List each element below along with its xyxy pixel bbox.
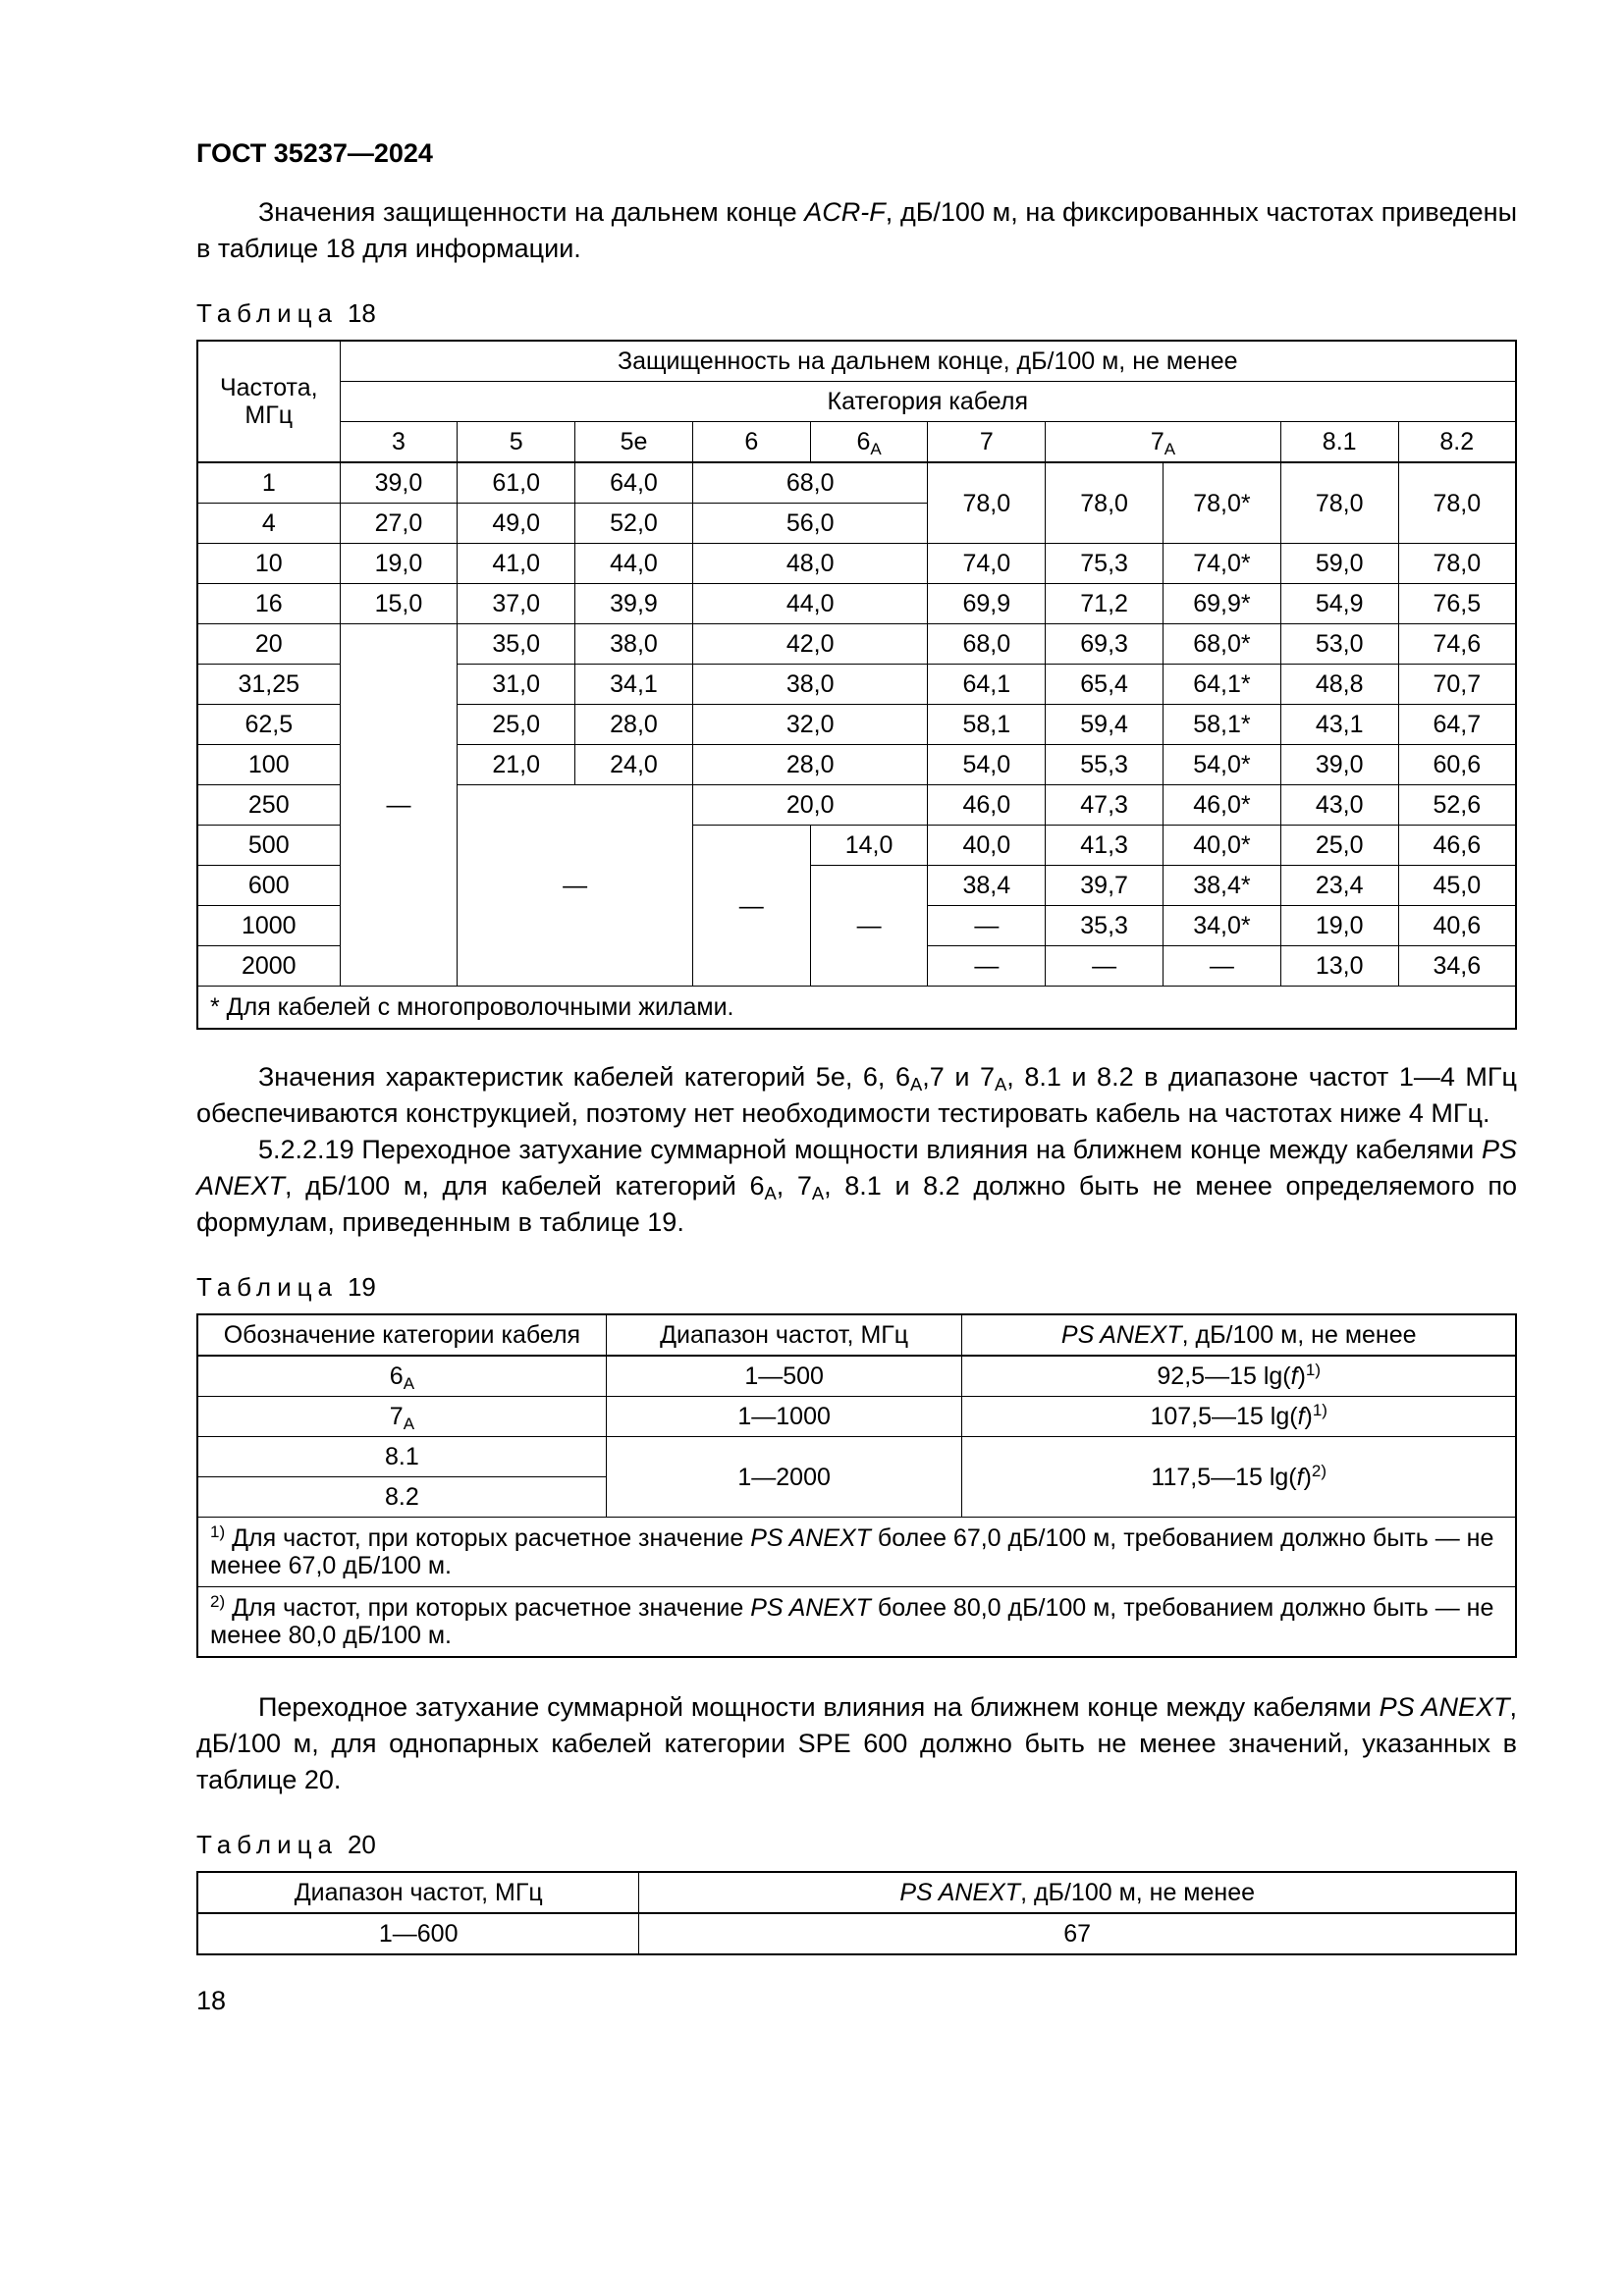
subscript-text: А [870, 440, 882, 458]
text-run: PS ANEXT [899, 1879, 1021, 1906]
table-cell: 49,0 [458, 504, 575, 544]
table-18-acr-f-values [196, 340, 1517, 1030]
table-cell [197, 1587, 1516, 1658]
subscript-text: А [403, 1415, 415, 1433]
table-cell: 14,0 [810, 826, 928, 866]
table-cell: 64,1* [1164, 665, 1281, 705]
text-run: более 67,0 дБ/100 м, требованием должно быть — не менее 67,0 дБ/100 м. [210, 1524, 1494, 1579]
table-cell: 71,2 [1046, 584, 1164, 624]
subscript-text: А [403, 1374, 415, 1393]
table-cell: 40,0* [1164, 826, 1281, 866]
table-20-caption [196, 1830, 1517, 1859]
table-cell: 5 [458, 422, 575, 463]
table-row [197, 1913, 1516, 1954]
text-run: PS ANEXT [1060, 1321, 1182, 1349]
table-cell: 62,5 [197, 705, 340, 745]
table-row [197, 584, 1516, 624]
text-run: Переходное затухание суммарной мощности влияния на ближнем конце между кабелями [258, 1692, 1380, 1722]
table-cell: 24,0 [575, 745, 693, 785]
superscript-text: 2) [1311, 1461, 1327, 1480]
table-cell: 68,0 [692, 462, 928, 504]
table-cell: — [1046, 946, 1164, 987]
table-cell: 1—1000 [606, 1397, 962, 1437]
table-cell: 53,0 [1280, 624, 1398, 665]
table-cell [197, 1356, 606, 1397]
table-row [197, 382, 1516, 422]
table-cell: 48,0 [692, 544, 928, 584]
table-cell: 8.2 [1398, 422, 1516, 463]
table-cell: 28,0 [575, 705, 693, 745]
table-row [197, 987, 1516, 1030]
table-cell: 15,0 [340, 584, 458, 624]
table-cell: 38,0 [575, 624, 693, 665]
table-caption-word: Таблица [196, 298, 338, 328]
table-18-caption [196, 298, 1517, 328]
table-cell: Диапазон частот, МГц [606, 1314, 962, 1356]
table-cell: 1 [197, 462, 340, 504]
text-run: 92,5—15 lg( [1157, 1362, 1291, 1390]
table-cell: 500 [197, 826, 340, 866]
table-cell: 70,7 [1398, 665, 1516, 705]
table-cell: 47,3 [1046, 785, 1164, 826]
table-cell: 42,0 [692, 624, 928, 665]
table-cell: 46,0 [928, 785, 1046, 826]
subscript-text: А [764, 1183, 777, 1203]
text-run: , дБ/100 м, на фиксированных частотах приведены в таблице 18 для информации. [196, 197, 1517, 263]
table-cell: 39,0 [340, 462, 458, 504]
table-cell: 52,0 [575, 504, 693, 544]
text-run: 6 [856, 428, 871, 455]
table-cell: 60,6 [1398, 745, 1516, 785]
table-caption-word: Таблица [196, 1272, 338, 1302]
subscript-text: А [995, 1074, 1007, 1095]
table-cell: 37,0 [458, 584, 575, 624]
table-cell: 68,0 [928, 624, 1046, 665]
table-cell: 38,0 [692, 665, 928, 705]
table-caption-number: 18 [347, 298, 376, 328]
table-cell: Частота, МГц [197, 341, 340, 462]
table-cell [639, 1872, 1516, 1913]
table-cell: 44,0 [692, 584, 928, 624]
paragraph-spe-600 [196, 1689, 1517, 1798]
table-cell: 58,1 [928, 705, 1046, 745]
table-cell [1046, 422, 1281, 463]
superscript-text: 1) [1305, 1361, 1322, 1379]
table-cell: 19,0 [340, 544, 458, 584]
table-row [197, 1518, 1516, 1587]
text-run: , дБ/100 м, для кабелей категорий 6 [285, 1171, 765, 1201]
table-cell: 28,0 [692, 745, 928, 785]
table-cell: 69,9 [928, 584, 1046, 624]
table-cell: 3 [340, 422, 458, 463]
table-cell: 1—600 [197, 1913, 639, 1954]
table-cell: 55,3 [1046, 745, 1164, 785]
table-cell [962, 1356, 1516, 1397]
table-cell: 25,0 [458, 705, 575, 745]
table-cell: 1—2000 [606, 1437, 962, 1518]
table-cell: 39,7 [1046, 866, 1164, 906]
table-cell: 39,9 [575, 584, 693, 624]
table-cell [962, 1437, 1516, 1518]
table-row [197, 422, 1516, 463]
table-cell: 46,6 [1398, 826, 1516, 866]
table-cell: 38,4* [1164, 866, 1281, 906]
table-cell: 40,0 [928, 826, 1046, 866]
table-row [197, 544, 1516, 584]
table-cell: 20,0 [692, 785, 928, 826]
table-cell: 64,7 [1398, 705, 1516, 745]
text-run: ) [1303, 1463, 1312, 1491]
table-cell: Защищенность на дальнем конце, дБ/100 м, не менее [340, 341, 1516, 382]
table-cell: 64,1 [928, 665, 1046, 705]
table-cell: 52,6 [1398, 785, 1516, 826]
table-cell: 74,0 [928, 544, 1046, 584]
text-run: более 80,0 дБ/100 м, требованием должно быть — не менее 80,0 дБ/100 м. [210, 1594, 1494, 1649]
table-row [197, 624, 1516, 665]
table-cell: 78,0* [1164, 462, 1281, 544]
table-cell: 1—500 [606, 1356, 962, 1397]
text-run: 7 [389, 1403, 404, 1430]
text-run: , дБ/100 м, не менее [1020, 1879, 1256, 1906]
table-cell: 69,9* [1164, 584, 1281, 624]
subscript-text: А [1164, 440, 1176, 458]
table-caption-number: 19 [347, 1272, 376, 1302]
table-cell: 13,0 [1280, 946, 1398, 987]
table-cell: * Для кабелей с многопроволочными жилами. [197, 987, 1516, 1030]
text-run: PS ANEXT [750, 1594, 871, 1622]
text-run: f [1297, 1403, 1305, 1430]
text-run: 5.2.2.19 Переходное затухание суммарной мощности влияния на ближнем конце между кабелями [258, 1135, 1482, 1164]
table-cell: 43,0 [1280, 785, 1398, 826]
table-cell: 54,0 [928, 745, 1046, 785]
table-20-spe600-ps-anext [196, 1871, 1517, 1955]
table-cell: 48,8 [1280, 665, 1398, 705]
table-cell: 250 [197, 785, 340, 826]
table-cell: 6 [692, 422, 810, 463]
text-run: 117,5—15 lg( [1151, 1463, 1297, 1491]
table-cell: 75,3 [1046, 544, 1164, 584]
table-cell: 38,4 [928, 866, 1046, 906]
text-run: PS ANEXT [196, 1135, 1517, 1201]
table-cell: 41,3 [1046, 826, 1164, 866]
text-run: , дБ/100 м, для однопарных кабелей категории SPE 600 должно быть не менее значений, указанных в таблице 20. [196, 1692, 1517, 1794]
table-cell: 8.2 [197, 1477, 606, 1518]
table-cell: 20 [197, 624, 340, 665]
table-cell: 65,4 [1046, 665, 1164, 705]
table-cell: 59,0 [1280, 544, 1398, 584]
table-cell: 39,0 [1280, 745, 1398, 785]
text-run: PS ANEXT [750, 1524, 871, 1552]
table-row [197, 1872, 1516, 1913]
table-cell [962, 1397, 1516, 1437]
table-cell: 35,3 [1046, 906, 1164, 946]
table-cell: 31,0 [458, 665, 575, 705]
table-cell: 31,25 [197, 665, 340, 705]
table-cell [197, 1397, 606, 1437]
table-cell: — [692, 826, 810, 987]
table-caption-word: Таблица [196, 1830, 338, 1859]
table-19-caption [196, 1272, 1517, 1302]
table-cell: 32,0 [692, 705, 928, 745]
table-cell: 44,0 [575, 544, 693, 584]
table-cell: 74,6 [1398, 624, 1516, 665]
table-cell: 56,0 [692, 504, 928, 544]
table-cell: — [340, 624, 458, 987]
text-run: , 8.1 и 8.2 должно быть не менее определяемого по формулам, приведенным в таблице 19. [196, 1171, 1517, 1237]
table-row [197, 1437, 1516, 1477]
text-run: , 8.1 и 8.2 в диапазоне частот 1—4 МГц обеспечиваются конструкцией, поэтому нет необходимости тестировать кабель на частотах ниже 4 МГц. [196, 1062, 1517, 1128]
table-cell: 19,0 [1280, 906, 1398, 946]
table-cell: 59,4 [1046, 705, 1164, 745]
table-cell: 45,0 [1398, 866, 1516, 906]
table-cell: 23,4 [1280, 866, 1398, 906]
table-cell: 8.1 [197, 1437, 606, 1477]
subscript-text: А [910, 1074, 923, 1095]
table-cell: 78,0 [1398, 544, 1516, 584]
table-cell: 34,1 [575, 665, 693, 705]
table-cell: 16 [197, 584, 340, 624]
table-cell: 54,0* [1164, 745, 1281, 785]
table-cell: 27,0 [340, 504, 458, 544]
table-cell: 4 [197, 504, 340, 544]
table-cell: 74,0* [1164, 544, 1281, 584]
paragraph-clause-5-2-2-19 [196, 1132, 1517, 1241]
table-cell: 40,6 [1398, 906, 1516, 946]
table-cell: 78,0 [928, 462, 1046, 544]
table-cell: Категория кабеля [340, 382, 1516, 422]
table-cell: 600 [197, 866, 340, 906]
table-cell: 5е [575, 422, 693, 463]
table-cell: — [928, 946, 1046, 987]
table-cell: 67 [639, 1913, 1516, 1954]
table-cell: — [458, 785, 693, 987]
table-cell [810, 422, 928, 463]
table-cell: — [1164, 946, 1281, 987]
table-cell: 64,0 [575, 462, 693, 504]
table-cell: 8.1 [1280, 422, 1398, 463]
table-cell: 68,0* [1164, 624, 1281, 665]
text-run: f [1296, 1463, 1304, 1491]
paragraph-frequency-range [196, 1059, 1517, 1132]
superscript-text: 2) [210, 1592, 226, 1611]
table-cell [197, 1518, 1516, 1587]
table-cell: 69,3 [1046, 624, 1164, 665]
text-run: ) [1304, 1403, 1313, 1430]
text-run: 7 [1150, 428, 1164, 455]
text-run: ,7 и 7 [922, 1062, 995, 1092]
document-code: ГОСТ 35237—2024 [196, 138, 433, 168]
text-run: PS ANEXT [1379, 1692, 1510, 1722]
superscript-text: 1) [210, 1522, 226, 1541]
text-run: , 7 [776, 1171, 812, 1201]
table-cell: 41,0 [458, 544, 575, 584]
table-row [197, 1397, 1516, 1437]
table-cell: 78,0 [1280, 462, 1398, 544]
subscript-text: А [811, 1183, 825, 1203]
table-caption-number: 20 [347, 1830, 376, 1859]
table-cell: 34,6 [1398, 946, 1516, 987]
table-cell: 46,0* [1164, 785, 1281, 826]
table-cell: 78,0 [1046, 462, 1164, 544]
table-cell: 1000 [197, 906, 340, 946]
table-cell: 2000 [197, 946, 340, 987]
table-cell: 58,1* [1164, 705, 1281, 745]
page-number: 18 [196, 1986, 227, 2015]
text-run: f [1290, 1362, 1298, 1390]
table-cell: Обозначение категории кабеля [197, 1314, 606, 1356]
table-cell: 34,0* [1164, 906, 1281, 946]
table-cell: 7 [928, 422, 1046, 463]
table-cell: 78,0 [1398, 462, 1516, 544]
table-cell: 21,0 [458, 745, 575, 785]
table-19-ps-anext-formulas [196, 1313, 1517, 1658]
table-row [197, 1587, 1516, 1658]
paragraph-acr-f-intro [196, 194, 1517, 267]
table-row [197, 341, 1516, 382]
table-cell: 76,5 [1398, 584, 1516, 624]
table-cell: 35,0 [458, 624, 575, 665]
text-run: Значения защищенности на дальнем конце [258, 197, 805, 227]
superscript-text: 1) [1312, 1401, 1327, 1419]
table-row [197, 1314, 1516, 1356]
text-run: 107,5—15 lg( [1150, 1403, 1298, 1430]
table-cell: — [810, 866, 928, 987]
text-run: 6 [389, 1362, 404, 1390]
table-cell: Диапазон частот, МГц [197, 1872, 639, 1913]
text-run: Для частот, при которых расчетное значение [225, 1524, 751, 1552]
table-cell: 61,0 [458, 462, 575, 504]
table-cell: 10 [197, 544, 340, 584]
text-run: ) [1297, 1362, 1306, 1390]
text-run: ACR-F [804, 197, 886, 227]
text-run: , дБ/100 м, не менее [1181, 1321, 1417, 1349]
table-cell: 100 [197, 745, 340, 785]
table-cell: 25,0 [1280, 826, 1398, 866]
table-cell: 43,1 [1280, 705, 1398, 745]
text-run: Значения характеристик кабелей категорий 5е, 6, 6 [258, 1062, 910, 1092]
table-cell: — [928, 906, 1046, 946]
table-row [197, 1356, 1516, 1397]
text-run: Для частот, при которых расчетное значение [225, 1594, 751, 1622]
table-row [197, 462, 1516, 504]
table-cell [962, 1314, 1516, 1356]
table-cell: 54,9 [1280, 584, 1398, 624]
